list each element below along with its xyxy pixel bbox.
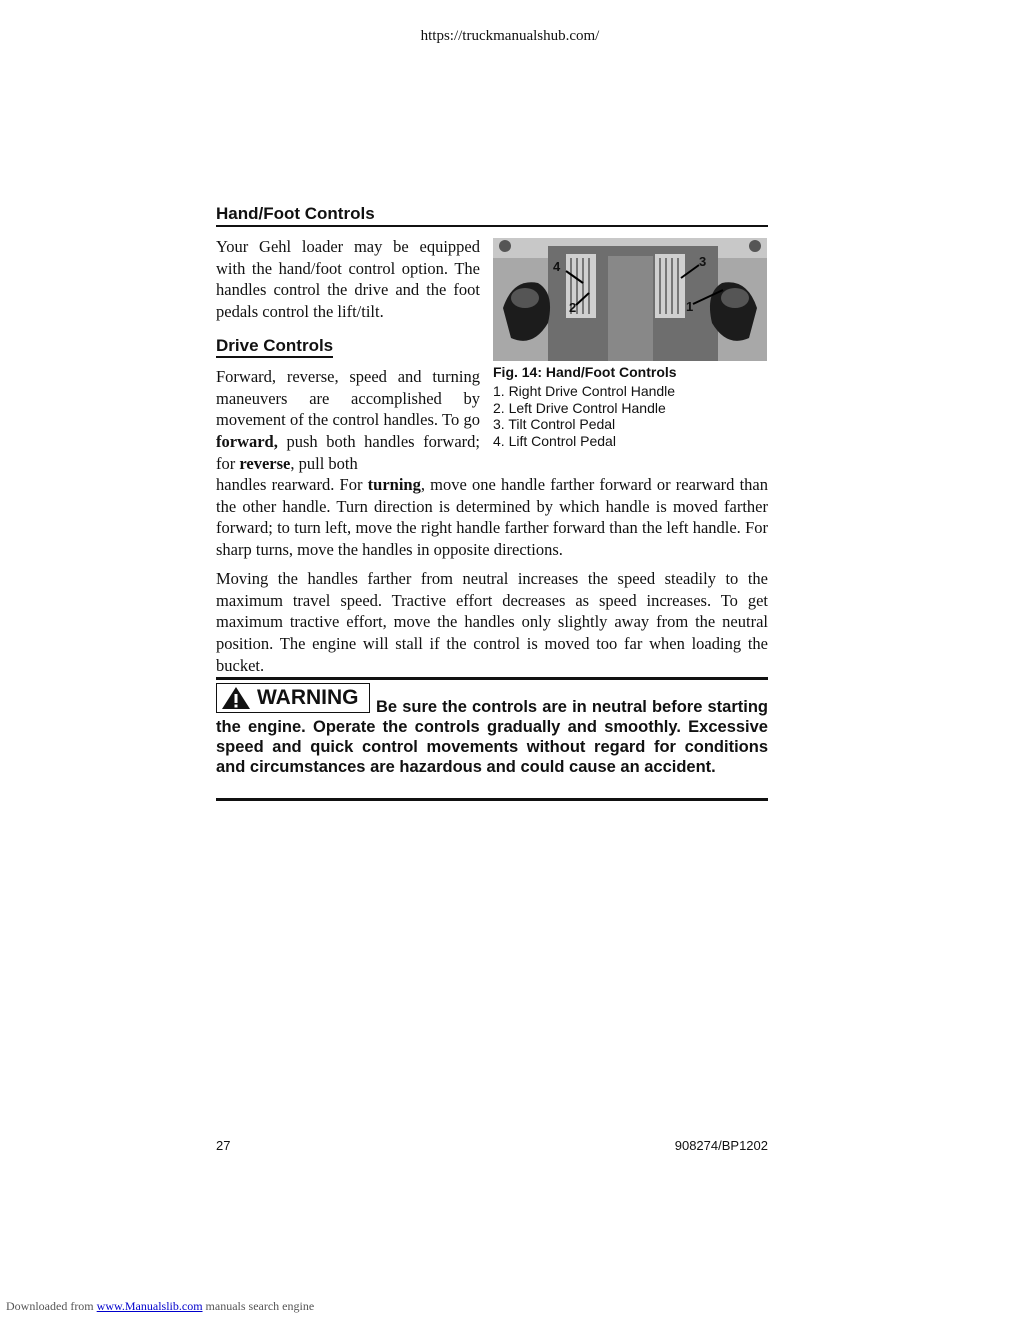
drive-paragraph-part-1	[216, 366, 480, 475]
warning-bottom-rule	[216, 798, 768, 801]
emphasis-forward: forward,	[216, 432, 278, 452]
text-run: handles rearward. For	[216, 475, 368, 494]
caption-item: 4. Lift Control Pedal	[493, 433, 616, 450]
warning-badge	[216, 683, 370, 713]
figure-caption-title: Fig. 14: Hand/Foot Controls	[493, 364, 677, 380]
speed-paragraph: Moving the handles farther from neutral increases the speed steadily to the maximum travel speed. Tractive effort decreases as speed increases. To get maximum tractive effort, move the handles only slightly away from the neutral position. The engine will stall if the control is moved too far when loading the bucket.	[216, 569, 768, 675]
page-number: 27	[216, 1138, 231, 1153]
hand-foot-controls-photo	[493, 238, 767, 361]
document-code: 908274/BP1202	[674, 1138, 768, 1153]
caption-item: 2. Left Drive Control Handle	[493, 399, 666, 416]
header-url: https://truckmanualshub.com/	[420, 28, 600, 44]
text-run: push both handles forward; for	[216, 432, 480, 473]
callout-4: 4	[553, 259, 561, 274]
text-run: , move one handle farther forward or rearward than the other handle. Turn direction is determined by which handle is moved farther forward; to turn left, move the right handle farther forward than the left handle. For sharp turns, move the handles in opposite directions.	[216, 475, 768, 560]
intro-paragraph: Your Gehl loader may be equipped with the hand/foot control option. The handles control the drive and the foot pedals control the lift/tilt.	[216, 237, 480, 322]
warning-top-rule	[216, 677, 768, 680]
warning-text-content: Be sure the controls are in neutral before starting the engine. Operate the controls gradually and smoothly. Excessive speed and quick control movements without regard for conditions and circumstances are hazardous and could cause an accident.	[216, 698, 768, 776]
section-heading-drive-controls	[216, 336, 333, 356]
download-prefix: Downloaded from	[6, 1299, 97, 1313]
emphasis-turning: turning	[367, 475, 421, 494]
download-notice	[6, 1299, 314, 1314]
caption-item: 3. Tilt Control Pedal	[493, 416, 616, 433]
manualslib-link[interactable]: www.Manualslib.com	[96, 1299, 203, 1313]
download-suffix: manuals search engine	[202, 1299, 315, 1313]
drive-paragraph-part-2	[216, 474, 768, 561]
text-run: , pull both	[290, 453, 358, 473]
callout-2: 2	[569, 300, 577, 315]
callout-3: 3	[699, 254, 707, 269]
figure-caption	[493, 364, 768, 450]
text-run: Forward, reverse, speed and turning maneuvers are accomplished by movement of the control handles. To go	[216, 367, 480, 430]
drive-controls-heading-text: Drive Controls	[216, 336, 333, 358]
warning-label: WARNING	[257, 686, 359, 709]
controls-photo-illustration	[493, 238, 767, 361]
callout-1: 1	[686, 299, 694, 314]
caption-item: 1. Right Drive Control Handle	[493, 383, 676, 399]
emphasis-reverse: reverse	[239, 453, 291, 473]
warning-triangle-icon	[221, 686, 251, 710]
section-heading-hand-foot-controls: Hand/Foot Controls	[216, 204, 768, 227]
